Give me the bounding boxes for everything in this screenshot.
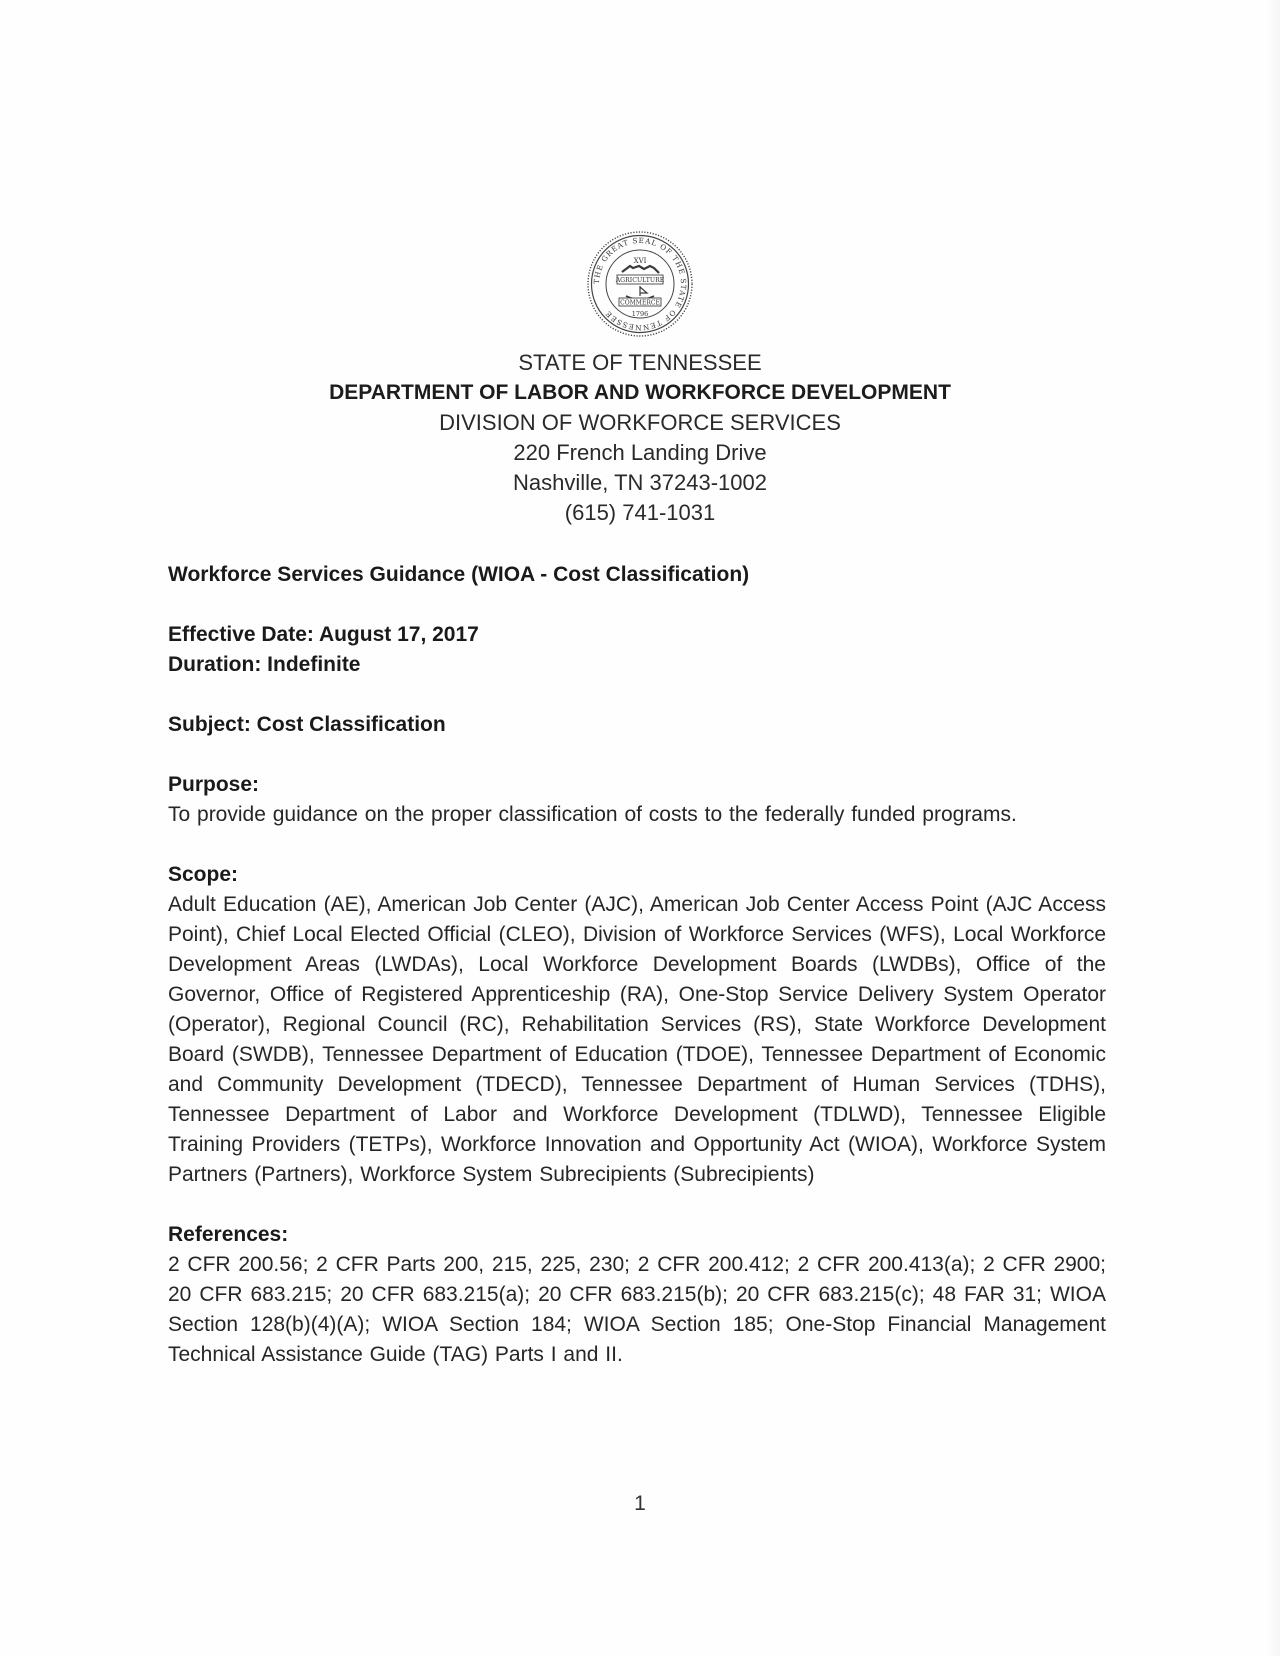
phone-number: (615) 741-1031 — [564, 500, 716, 525]
tennessee-state-seal-icon — [586, 230, 694, 338]
effective-date: Effective Date: August 17, 2017 — [168, 623, 479, 646]
scope-text: Adult Education (AE), American Job Center (AJC), American Job Center Access Point (AJC Access Point), Chief Local Elected Official (CLEO), Division of Workforce Services (WFS), Local Workforce Development Areas (LWDAs), Local Workforce Development Boards (LWDBs), Office of the Governor, Office of Registered Apprenticeship (RA), One-Stop Service Delivery System Operator (Operator), Regional Council (RC), Rehabilitation Services (RS), State Workforce Development Board (SWDB), Tennessee Department of Education (TDOE), Tennessee Department of Economic and Community Development (TDECD), Tennessee Department of Human Services (TDHS), Tennessee Department of Labor and Workforce Development (TDLWD), Tennessee Eligible Training Providers (TETPs), Workforce Innovation and Opportunity Act (WIOA), Workforce System Partners (Partners), Workforce System Subrecipients (Subrecipients) — [168, 893, 1106, 1186]
seal-top-text: XVI — [633, 257, 647, 265]
document-body — [168, 560, 1106, 1370]
seal-band-bottom: COMMERCE — [620, 299, 660, 307]
page-number: 1 — [634, 1492, 646, 1515]
references-heading: References: — [168, 1223, 289, 1246]
division-name: DIVISION OF WORKFORCE SERVICES — [439, 410, 841, 435]
scope-heading: Scope: — [168, 863, 239, 886]
scan-edge-shadow — [1266, 0, 1280, 1656]
department-name: DEPARTMENT OF LABOR AND WORKFORCE DEVELOPMENT — [329, 381, 951, 404]
references-text: 2 CFR 200.56; 2 CFR Parts 200, 215, 225, 230; 2 CFR 200.412; 2 CFR 200.413(a); 2 CFR 2900; 20 CFR 683.215; 20 CFR 683.215(a); 20 CFR 683.215(b); 20 CFR 683.215(c); 48 FAR 31; WIOA Section 128(b)(4)(A); WIOA Section 184; WIOA Section 185; One-Stop Financial Management Technical Assistance Guide (TAG) Parts I and II. — [168, 1253, 1106, 1366]
address-line-1: 220 French Landing Drive — [513, 440, 767, 465]
address-line-2: Nashville, TN 37243-1002 — [513, 470, 767, 495]
document-title: Workforce Services Guidance (WIOA - Cost Classification) — [168, 563, 750, 586]
subject: Subject: Cost Classification — [168, 713, 446, 736]
seal-band-top: AGRICULTURE — [615, 277, 665, 284]
letterhead — [0, 348, 1280, 528]
seal-year: 1796 — [631, 310, 649, 318]
duration: Duration: Indefinite — [168, 653, 361, 676]
state-name: STATE OF TENNESSEE — [518, 350, 762, 375]
seal-ring-text: THE GREAT SEAL OF THE STATE OF TENNESSEE — [591, 235, 689, 333]
purpose-heading: Purpose: — [168, 773, 260, 796]
purpose-text: To provide guidance on the proper classification of costs to the federally funded programs. — [168, 803, 1017, 826]
